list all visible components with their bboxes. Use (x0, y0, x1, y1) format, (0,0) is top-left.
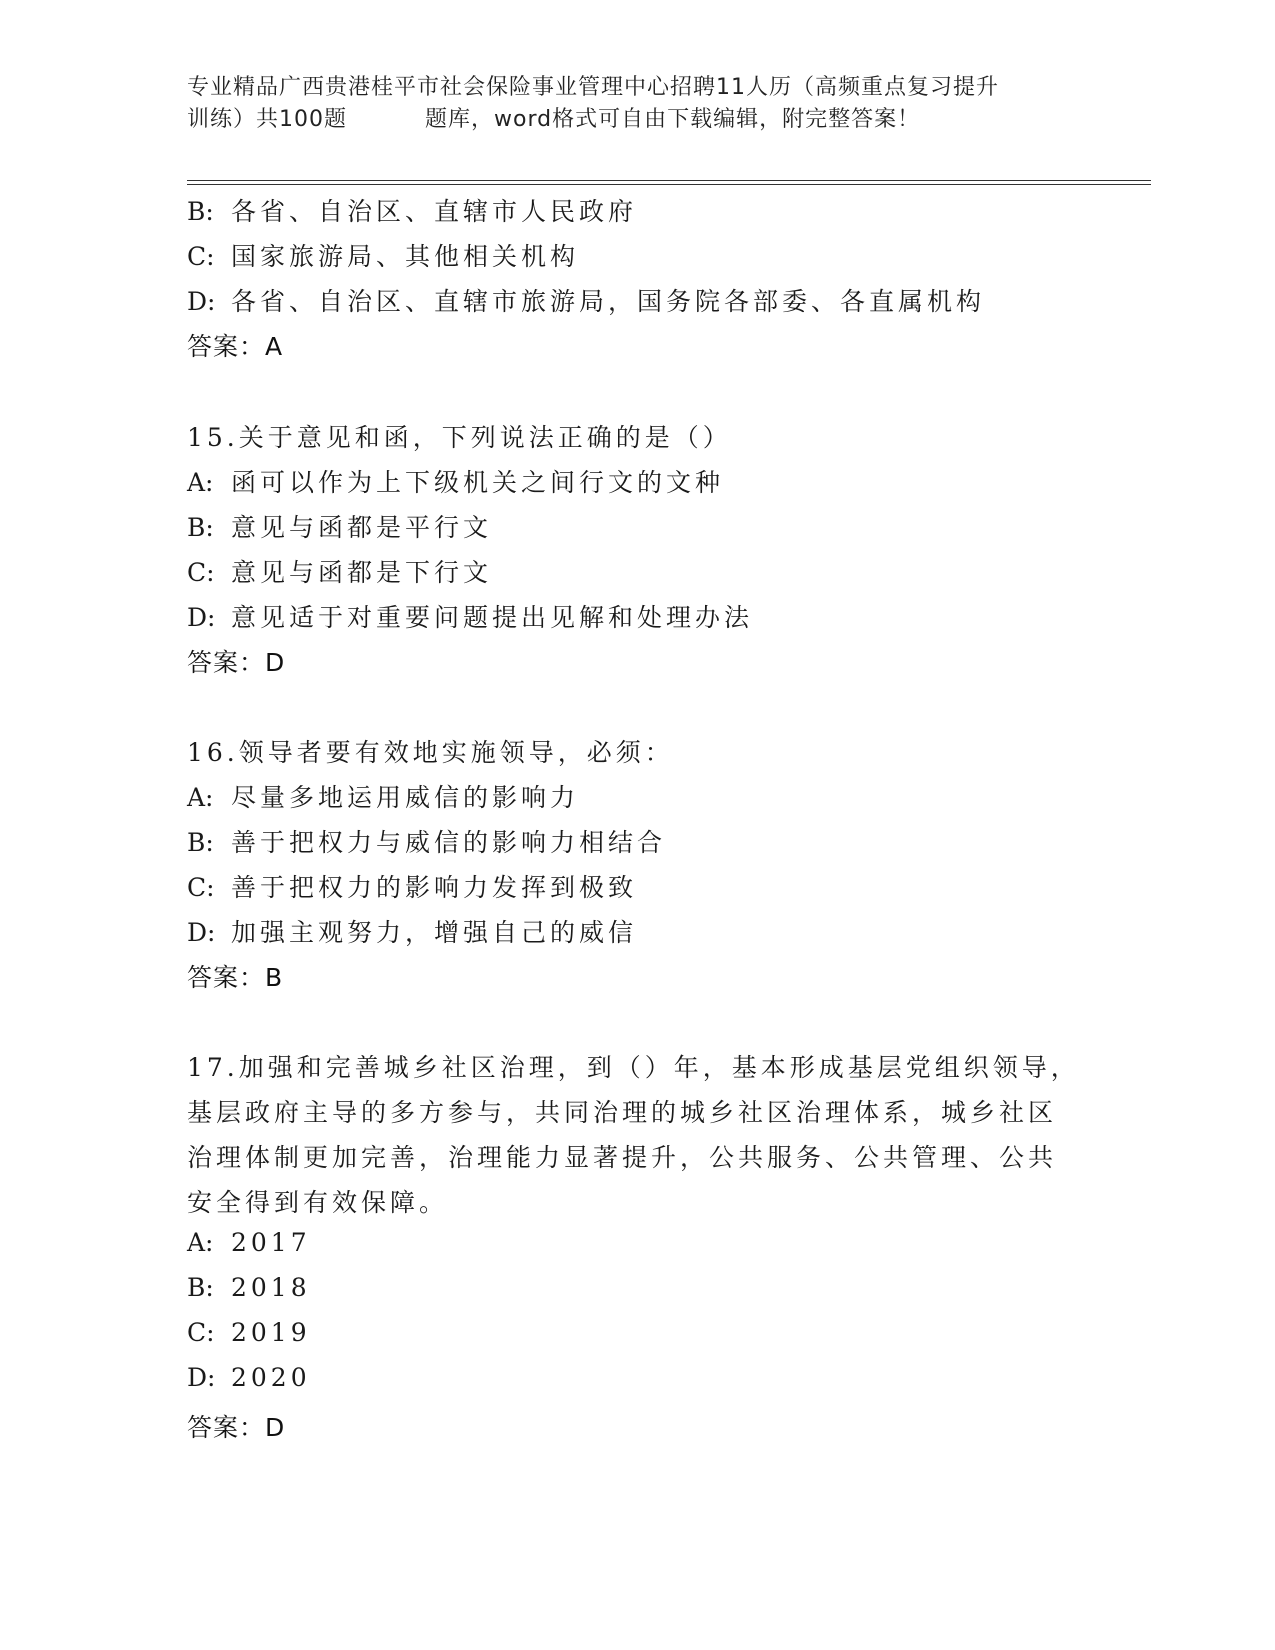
header-rule-bottom (187, 184, 1151, 185)
q15-question: 15.关于意见和函，下列说法正确的是（） (187, 423, 732, 452)
option-text: 2020 (231, 1363, 311, 1392)
option-label: D: (187, 1363, 216, 1392)
q17-question-line-4: 安全得到有效保障。 (187, 1188, 449, 1217)
q15-option-c (187, 553, 492, 589)
option-label: C: (187, 873, 215, 902)
option-label: B: (187, 1273, 214, 1302)
header-line-2 (187, 104, 1087, 136)
option-label: D: (187, 918, 216, 947)
q17-question-line-1: 17.加强和完善城乡社区治理，到（）年，基本形成基层党组织领导， (187, 1053, 1080, 1082)
header-line-2-left: 训练）共100题 (187, 107, 347, 132)
q16-option-c (187, 868, 637, 904)
q16-answer: 答案：B (187, 963, 284, 992)
option-label: D: (187, 287, 216, 316)
option-label: B: (187, 513, 214, 542)
q14-option-c (187, 237, 579, 273)
q16-option-b (187, 823, 666, 859)
option-text: 意见与函都是平行文 (231, 513, 493, 542)
q15-answer: 答案：D (187, 648, 286, 677)
option-text: 2017 (231, 1228, 311, 1257)
option-label: C: (187, 558, 215, 587)
option-text: 国家旅游局、其他相关机构 (231, 242, 580, 271)
option-label: B: (187, 197, 214, 226)
q17-option-b (187, 1273, 311, 1302)
option-label: A: (187, 1228, 214, 1257)
option-label: C: (187, 1318, 215, 1347)
q17-question-line-3: 治理体制更加完善，治理能力显著提升，公共服务、公共管理、公共 (187, 1143, 1058, 1172)
q17-option-a (187, 1228, 311, 1257)
q16-option-d (187, 913, 637, 949)
option-label: B: (187, 828, 214, 857)
q17-answer: 答案：D (187, 1413, 286, 1442)
q17-question-line-2: 基层政府主导的多方参与，共同治理的城乡社区治理体系，城乡社区 (187, 1098, 1058, 1127)
option-text: 2018 (231, 1273, 311, 1302)
header-line-1: 专业精品广西贵港桂平市社会保险事业管理中心招聘11人历（高频重点复习提升 (187, 75, 999, 100)
q15-option-d (187, 598, 753, 634)
header-rule-top (187, 180, 1151, 181)
q16-question: 16.领导者要有效地实施领导，必须： (187, 738, 674, 767)
option-text: 加强主观努力，增强自己的威信 (231, 918, 638, 947)
option-text: 各省、自治区、直辖市人民政府 (231, 197, 638, 226)
q14-option-b (187, 192, 637, 228)
option-label: C: (187, 242, 215, 271)
option-label: A: (187, 783, 214, 812)
option-text: 尽量多地运用威信的影响力 (231, 783, 580, 812)
option-text: 意见与函都是下行文 (231, 558, 493, 587)
option-text: 函可以作为上下级机关之间行文的文种 (231, 468, 725, 497)
q14-answer: 答案：A (187, 332, 284, 361)
q17-option-c (187, 1318, 311, 1347)
q15-option-b (187, 508, 492, 544)
q14-option-d (187, 282, 985, 318)
q16-option-a (187, 778, 579, 814)
q15-option-a (187, 463, 724, 499)
option-text: 意见适于对重要问题提出见解和处理办法 (231, 603, 754, 632)
header-line-2-right: 题库，word格式可自由下载编辑，附完整答案！ (425, 107, 921, 132)
option-label: A: (187, 468, 214, 497)
q17-option-d (187, 1363, 311, 1392)
option-text: 各省、自治区、直辖市旅游局，国务院各部委、各直属机构 (231, 287, 986, 316)
document-header (187, 72, 1087, 136)
option-label: D: (187, 603, 216, 632)
option-text: 2019 (231, 1318, 311, 1347)
option-text: 善于把权力的影响力发挥到极致 (231, 873, 638, 902)
option-text: 善于把权力与威信的影响力相结合 (231, 828, 667, 857)
